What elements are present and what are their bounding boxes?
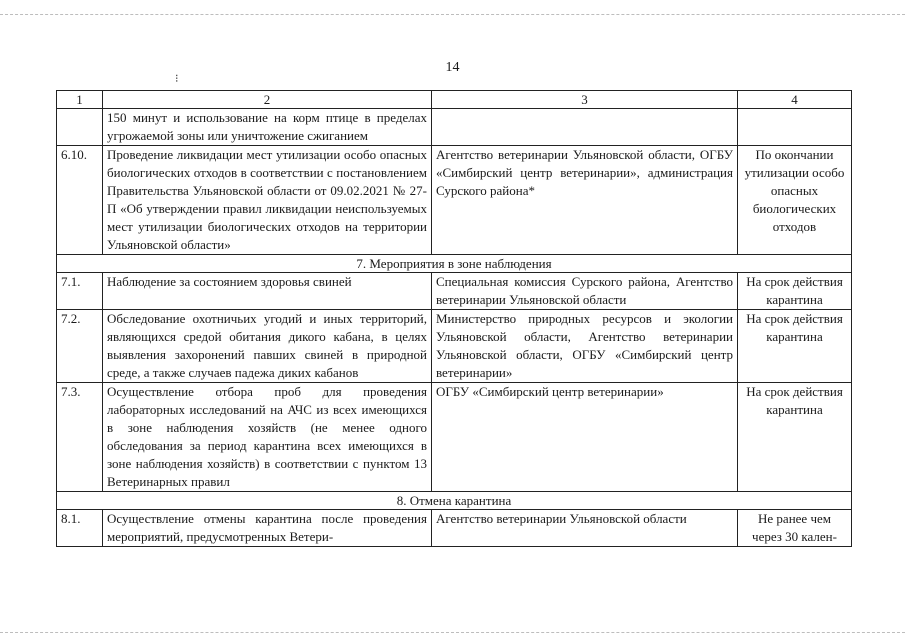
responsible-cell: ОГБУ «Симбирский центр ветеринарии»: [432, 383, 738, 492]
term-cell: На срок действия карантина: [738, 310, 852, 383]
responsible-cell: [432, 109, 738, 146]
term-cell: На срок действия карантина: [738, 273, 852, 310]
table-row: [57, 273, 852, 310]
page-number: 14: [445, 60, 460, 75]
header-col-1: 1: [57, 91, 103, 109]
row-number: [57, 109, 103, 146]
responsible-cell: Специальная комиссия Сурского района, Агентство ветеринарии Ульяновской области: [432, 273, 738, 310]
table-row: [57, 146, 852, 255]
table-row: [57, 510, 852, 547]
term-cell: По окончании утилизации особо опасных биологических отходов: [738, 146, 852, 255]
section-row: [57, 492, 852, 510]
activity-cell: 150 минут и использование на корм птице в пределах угрожаемой зоны или уничтожение сжиганием: [103, 109, 432, 146]
header-col-3: 3: [432, 91, 738, 109]
responsible-cell: Агентство ветеринарии Ульяновской области: [432, 510, 738, 547]
table-header-row: [57, 91, 852, 109]
scan-mark: ⁝: [175, 73, 179, 85]
section-row: [57, 255, 852, 273]
section-title: 7. Мероприятия в зоне наблюдения: [57, 255, 852, 273]
term-cell: [738, 109, 852, 146]
row-number: 7.1.: [57, 273, 103, 310]
row-number: 7.2.: [57, 310, 103, 383]
table-row: [57, 383, 852, 492]
row-number: 6.10.: [57, 146, 103, 255]
table-row: [57, 109, 852, 146]
header-col-4: 4: [738, 91, 852, 109]
activity-cell: Проведение ликвидации мест утилизации особо опасных биологических отходов в соответствии с постановлением Правительства Ульяновской области от 09.02.2021 № 27-П «Об утверждении правил ликвидации неиспользуемых мест утилизации биологических отходов на территории Ульяновской области»: [103, 146, 432, 255]
section-title: 8. Отмена карантина: [57, 492, 852, 510]
scan-artifact-bottom: [0, 632, 905, 633]
term-cell: На срок действия карантина: [738, 383, 852, 492]
row-number: 7.3.: [57, 383, 103, 492]
activity-cell: Наблюдение за состоянием здоровья свиней: [103, 273, 432, 310]
activity-cell: Обследование охотничьих угодий и иных территорий, являющихся средой обитания дикого кабана, в целях выявления захоронений павших свиней в природной среде, а также случаев падежа диких кабанов: [103, 310, 432, 383]
header-col-2: 2: [103, 91, 432, 109]
row-number: 8.1.: [57, 510, 103, 547]
measures-table: [56, 90, 852, 547]
activity-cell: Осуществление отбора проб для проведения лабораторных исследований на АЧС из всех имеющихся в зоне наблюдения хозяйств (не менее одного обследования за период карантина всех имеющихся в зоне наблюдения хозяйств) в соответствии с пунктом 13 Ветеринарных правил: [103, 383, 432, 492]
term-cell: Не ранее чем через 30 кален-: [738, 510, 852, 547]
scan-artifact-top: [0, 14, 905, 15]
activity-cell: Осуществление отмены карантина после проведения мероприятий, предусмотренных Ветери-: [103, 510, 432, 547]
responsible-cell: Министерство природных ресурсов и экологии Ульяновской области, Агентство ветеринарии Ульяновской области, ОГБУ «Симбирский центр ветеринарии»: [432, 310, 738, 383]
table-row: [57, 310, 852, 383]
responsible-cell: Агентство ветеринарии Ульяновской области, ОГБУ «Симбирский центр ветеринарии», администрация Сурского района*: [432, 146, 738, 255]
